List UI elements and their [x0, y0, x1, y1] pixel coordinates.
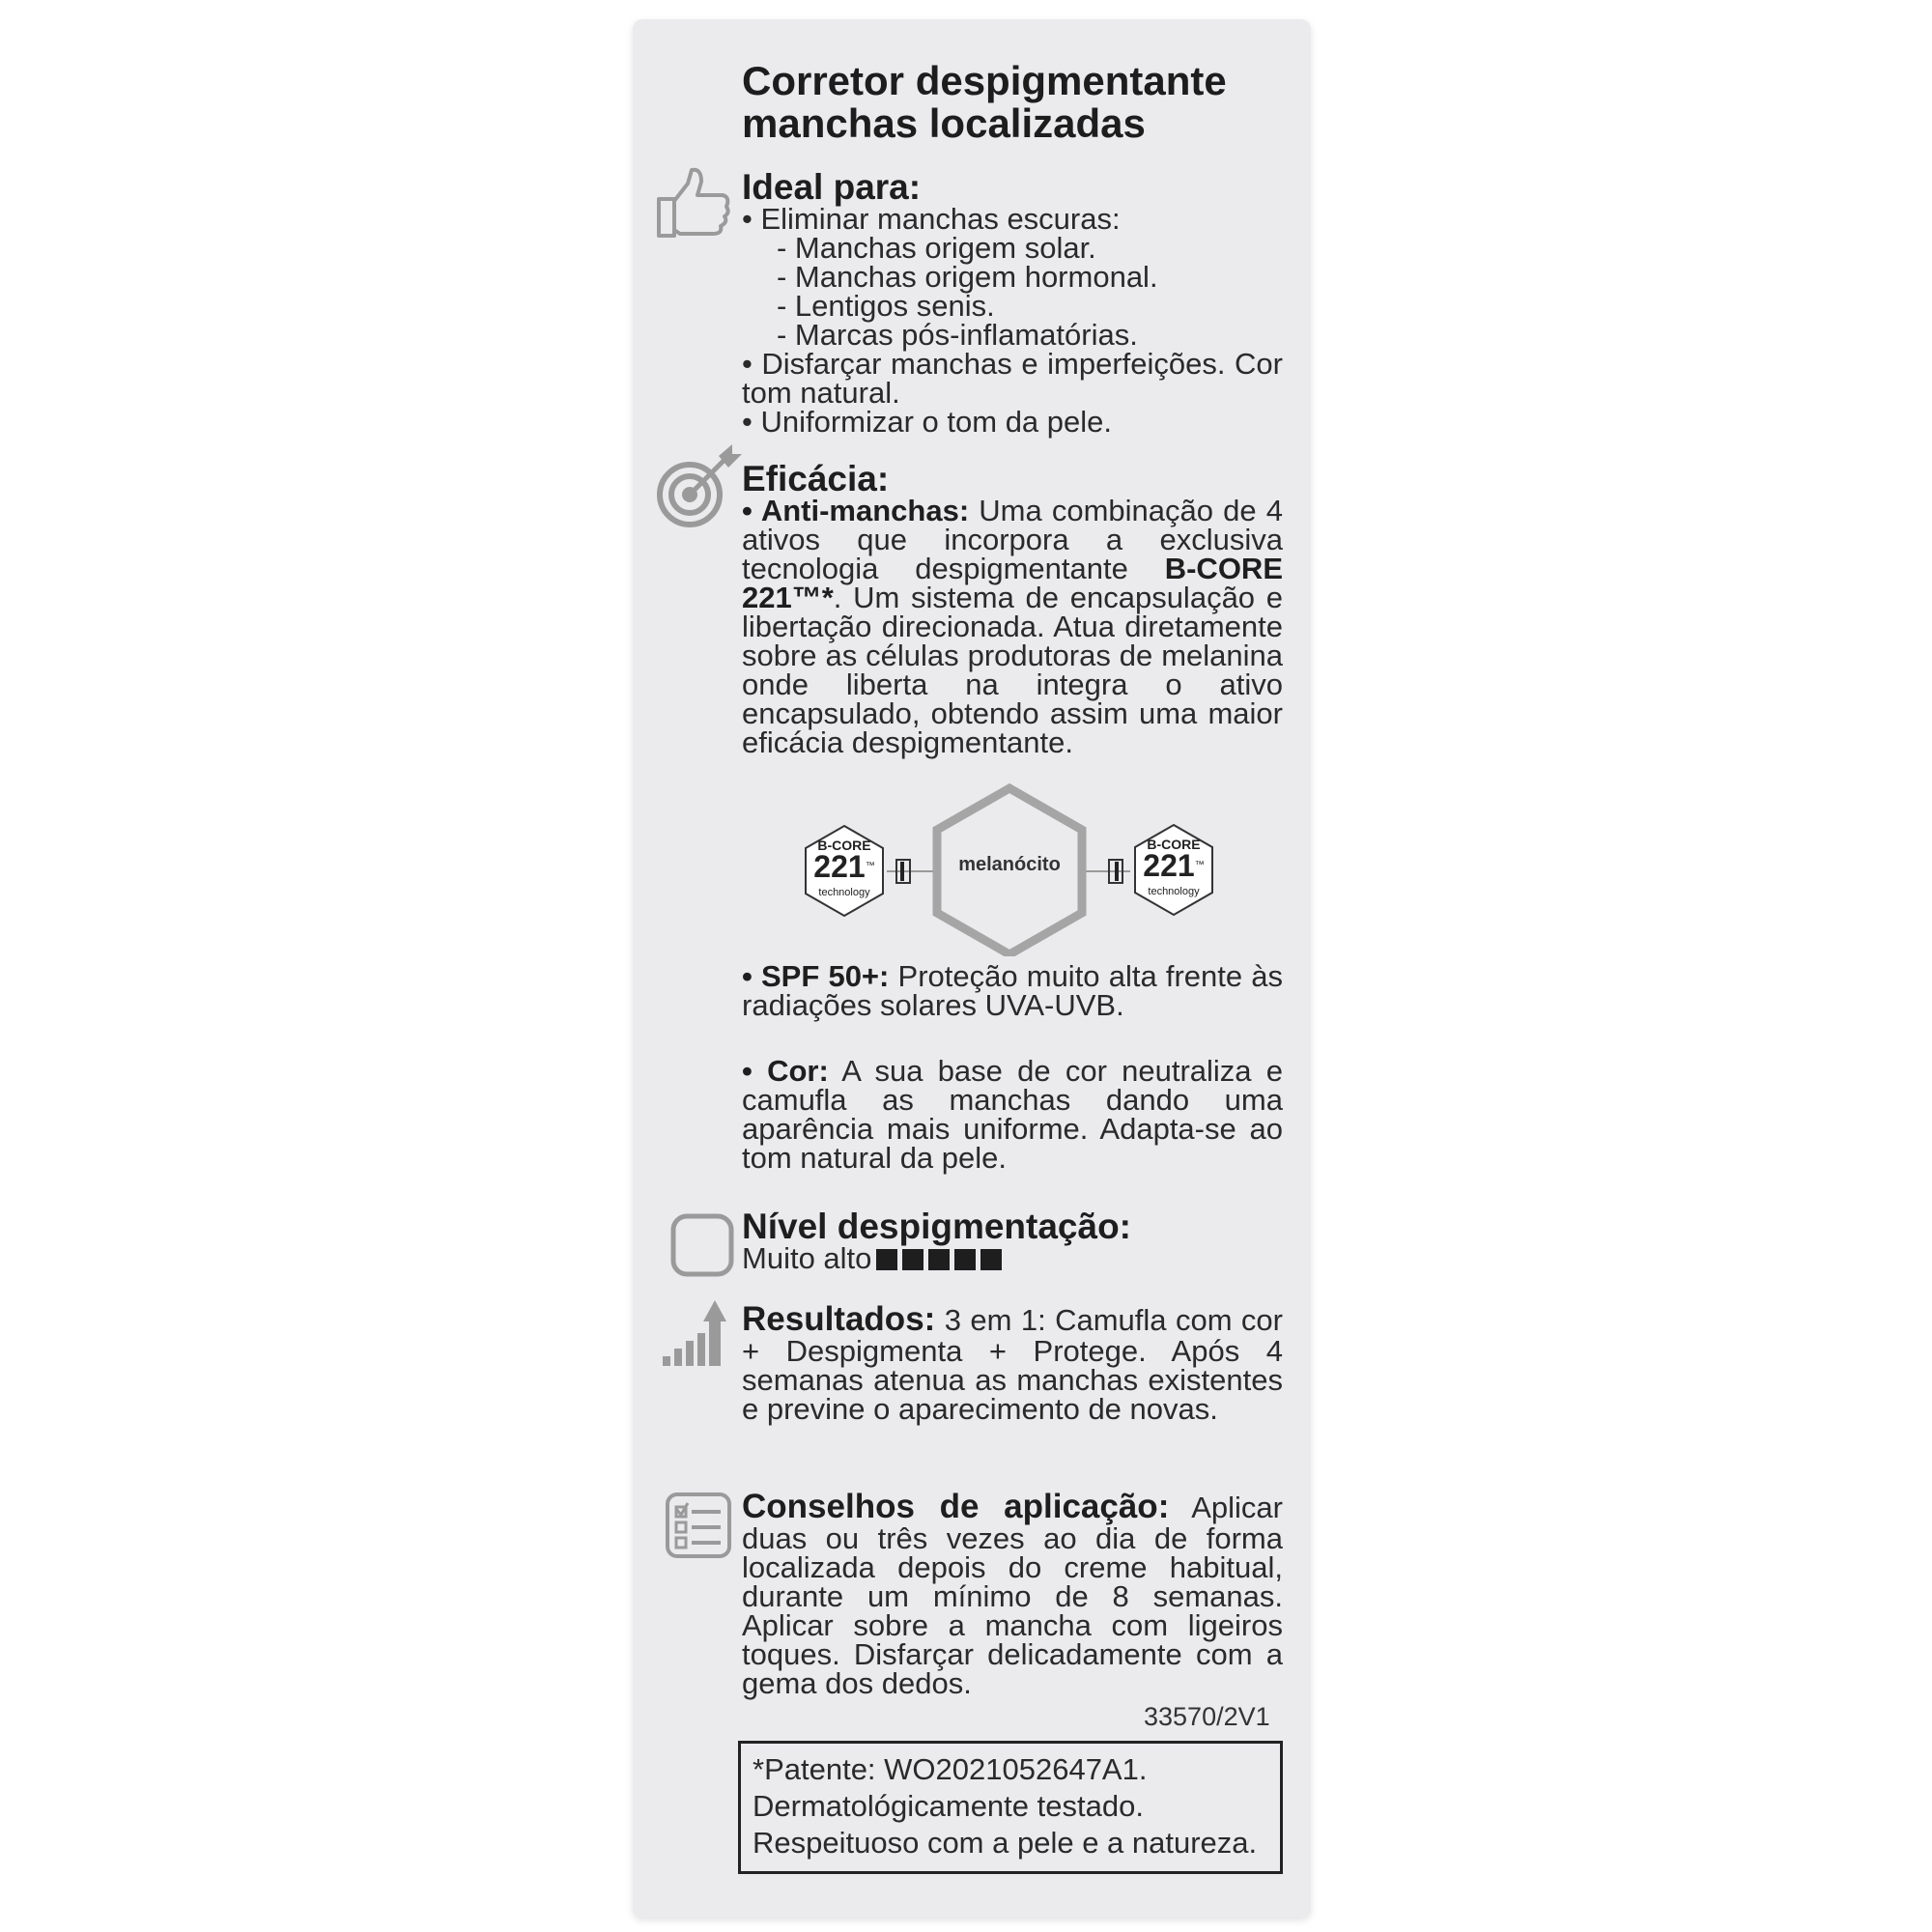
- product-title: Corretor despigmentante manchas localizadas: [742, 58, 1227, 146]
- melanocito-label: melanócito: [958, 854, 1061, 875]
- tested-note: Dermatológicamente testado.: [753, 1789, 1144, 1823]
- spf-text: • SPF 50+: Proteção muito alta frente às radiações solares UVA-UVB.: [742, 959, 1283, 1022]
- badge-right: B-CORE 221™ technology: [1135, 838, 1212, 897]
- badge-right-top: B-CORE: [1147, 837, 1201, 852]
- nature-note: Respeituoso com a pele e a natureza.: [753, 1826, 1258, 1860]
- nivel-section: [742, 1209, 1283, 1273]
- level-square: [954, 1249, 976, 1270]
- badge-left-num: 221: [813, 849, 866, 884]
- conselhos-text: Conselhos de aplicação: Aplicar duas ou três vezes ao dia de forma localizada depois do creme habitual, durante um mínimo de 8 semanas. Aplicar sobre a mancha com ligeiros toques. Disfarçar delicadamente com a gema dos dedos.: [742, 1488, 1283, 1700]
- bar-chart-arrow-icon: [661, 1298, 730, 1368]
- nivel-heading: Nível despigmentação:: [742, 1207, 1132, 1246]
- product-code: 33570/2V1: [1144, 1702, 1270, 1731]
- patent-note: *Patente: WO2021052647A1.: [753, 1752, 1148, 1786]
- resultados-text: Resultados: 3 em 1: Camufla com cor + Despigmenta + Protege. Após 4 semanas atenua as manchas existentes e previne o aparecimento de novas.: [742, 1300, 1283, 1426]
- square-outline-icon: [670, 1213, 734, 1277]
- anti-manchas-text: • Anti-manchas: Uma combinação de 4 ativos que incorpora a exclusiva tecnologia despigmentante B-CORE 221™*. Um sistema de encapsulação e libertação direcionada. Atua diretamente sobre as células produtoras de melanina onde liberta na integra o ativo encapsulado, obtendo assim uma maior eficácia despigmentante.: [742, 494, 1283, 759]
- thumbs-up-icon: [655, 166, 732, 240]
- ideal-section: [742, 167, 1283, 439]
- nivel-value: Muito alto: [742, 1241, 872, 1275]
- level-square: [928, 1249, 950, 1270]
- resultados-section: [742, 1302, 1283, 1424]
- cor-text: • Cor: A sua base de cor neutraliza e camufla as manchas dando uma aparência mais uniforme. Adapta-se ao tom natural da pele.: [742, 1054, 1283, 1175]
- eficacia-heading: Eficácia:: [742, 459, 890, 498]
- level-indicator: [871, 1241, 1002, 1275]
- cor-section: [742, 1054, 1283, 1175]
- resultados-heading: Resultados:: [742, 1300, 936, 1338]
- spf-section: [742, 959, 1283, 1022]
- badge-right-num: 221: [1143, 848, 1195, 883]
- level-square: [876, 1249, 897, 1270]
- nivel-value-row: [742, 1241, 1283, 1275]
- level-square: [902, 1249, 923, 1270]
- eficacia-section: [742, 459, 1283, 759]
- checklist-icon: [665, 1492, 734, 1561]
- conselhos-heading: Conselhos de aplicação:: [742, 1488, 1170, 1525]
- badge-left-bottom: technology: [818, 887, 870, 898]
- notes-box: [738, 1741, 1283, 1874]
- badge-right-bottom: technology: [1148, 886, 1200, 897]
- ideal-list: • Eliminar manchas escuras: - Manchas origem solar. - Manchas origem hormonal. - Lentigos senis. - Marcas pós-inflamatórias. • Disfarçar manchas e imperfeições. Cor tom natural. • Uniformizar o tom da pele.: [742, 202, 1283, 439]
- badge-left: B-CORE 221™ technology: [806, 838, 883, 898]
- ideal-heading: Ideal para:: [742, 167, 922, 207]
- level-square: [980, 1249, 1002, 1270]
- conselhos-section: [742, 1490, 1283, 1698]
- target-icon: [655, 442, 742, 529]
- badge-left-top: B-CORE: [817, 838, 871, 853]
